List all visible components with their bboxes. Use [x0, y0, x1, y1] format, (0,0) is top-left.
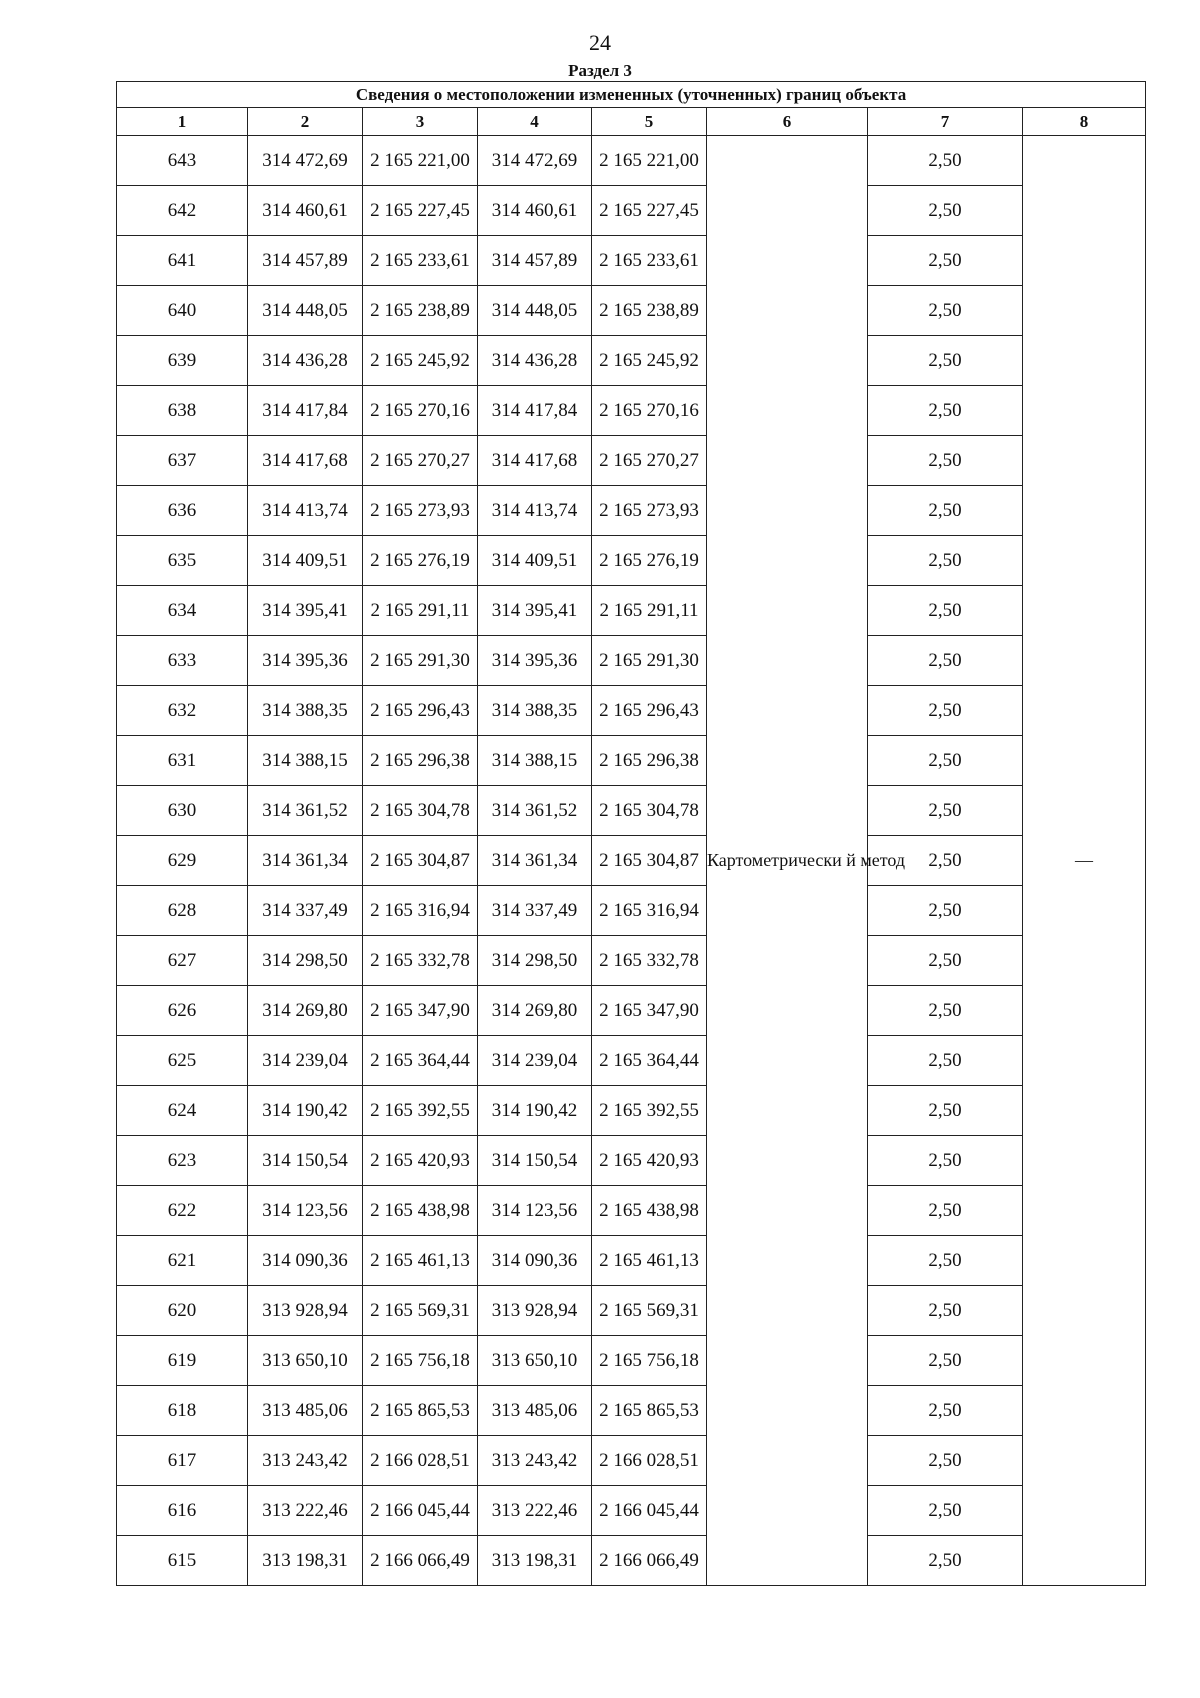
cell-accuracy: 2,50: [868, 1536, 1023, 1586]
cell-x-new: 314 361,34: [478, 836, 592, 886]
cell-point: 625: [117, 1036, 248, 1086]
column-number: 1: [117, 108, 248, 136]
cell-y-old: 2 165 233,61: [363, 236, 478, 286]
cell-x-new: 313 198,31: [478, 1536, 592, 1586]
table-caption: Сведения о местоположении измененных (уточненных) границ объекта: [117, 82, 1146, 108]
cell-x-new: 314 150,54: [478, 1136, 592, 1186]
cell-y-old: 2 165 461,13: [363, 1236, 478, 1286]
cell-x-new: 314 472,69: [478, 136, 592, 186]
cell-accuracy: 2,50: [868, 486, 1023, 536]
table-row: [117, 686, 1146, 736]
cell-y-new: 2 166 028,51: [592, 1436, 707, 1486]
cell-point: 639: [117, 336, 248, 386]
cell-accuracy: 2,50: [868, 1386, 1023, 1436]
table-row: [117, 736, 1146, 786]
cell-x-old: 314 448,05: [248, 286, 363, 336]
cell-y-old: 2 165 296,43: [363, 686, 478, 736]
cell-y-new: 2 165 364,44: [592, 1036, 707, 1086]
cell-y-old: 2 165 438,98: [363, 1186, 478, 1236]
cell-accuracy: 2,50: [868, 636, 1023, 686]
cell-point: 635: [117, 536, 248, 586]
table-row: [117, 336, 1146, 386]
cell-accuracy: 2,50: [868, 986, 1023, 1036]
cell-y-old: 2 165 304,78: [363, 786, 478, 836]
cell-y-old: 2 165 756,18: [363, 1336, 478, 1386]
cell-y-old: 2 165 316,94: [363, 886, 478, 936]
section-title: Раздел 3: [568, 61, 632, 80]
cell-accuracy: 2,50: [868, 786, 1023, 836]
cell-x-old: 314 123,56: [248, 1186, 363, 1236]
column-number: 7: [868, 108, 1023, 136]
cell-point: 637: [117, 436, 248, 486]
cell-y-old: 2 165 364,44: [363, 1036, 478, 1086]
cell-x-new: 314 417,84: [478, 386, 592, 436]
cell-point: 623: [117, 1136, 248, 1186]
cell-x-new: 314 123,56: [478, 1186, 592, 1236]
table-row: [117, 486, 1146, 536]
cell-x-new: 314 460,61: [478, 186, 592, 236]
cell-point: 631: [117, 736, 248, 786]
method-cell: Картометрически й метод: [707, 136, 868, 1586]
cell-point: 634: [117, 586, 248, 636]
table-row: [117, 1186, 1146, 1236]
cell-x-new: 314 457,89: [478, 236, 592, 286]
table-row: [117, 1286, 1146, 1336]
table-row: [117, 536, 1146, 586]
cell-x-new: 313 222,46: [478, 1486, 592, 1536]
cell-point: 629: [117, 836, 248, 886]
cell-y-old: 2 165 291,11: [363, 586, 478, 636]
cell-point: 633: [117, 636, 248, 686]
cell-y-old: 2 165 332,78: [363, 936, 478, 986]
cell-y-old: 2 165 270,16: [363, 386, 478, 436]
cell-x-new: 314 090,36: [478, 1236, 592, 1286]
cell-y-new: 2 165 756,18: [592, 1336, 707, 1386]
cell-x-old: 314 460,61: [248, 186, 363, 236]
cell-accuracy: 2,50: [868, 1336, 1023, 1386]
cell-y-old: 2 165 392,55: [363, 1086, 478, 1136]
cell-x-new: 314 388,15: [478, 736, 592, 786]
cell-y-new: 2 166 066,49: [592, 1536, 707, 1586]
cell-x-old: 313 243,42: [248, 1436, 363, 1486]
cell-x-old: 313 650,10: [248, 1336, 363, 1386]
cell-accuracy: 2,50: [868, 286, 1023, 336]
cell-x-old: 313 198,31: [248, 1536, 363, 1586]
cell-point: 636: [117, 486, 248, 536]
cell-x-old: 314 436,28: [248, 336, 363, 386]
cell-x-new: 314 395,36: [478, 636, 592, 686]
cell-accuracy: 2,50: [868, 186, 1023, 236]
column-number: 5: [592, 108, 707, 136]
cell-x-old: 313 222,46: [248, 1486, 363, 1536]
cell-y-old: 2 165 569,31: [363, 1286, 478, 1336]
cell-x-old: 314 337,49: [248, 886, 363, 936]
cell-x-old: 314 395,36: [248, 636, 363, 686]
cell-x-new: 314 239,04: [478, 1036, 592, 1086]
cell-x-old: 314 090,36: [248, 1236, 363, 1286]
cell-x-new: 314 436,28: [478, 336, 592, 386]
cell-point: 618: [117, 1386, 248, 1436]
cell-y-new: 2 165 461,13: [592, 1236, 707, 1286]
cell-x-new: 314 413,74: [478, 486, 592, 536]
cell-y-new: 2 165 291,11: [592, 586, 707, 636]
cell-y-old: 2 165 273,93: [363, 486, 478, 536]
cell-point: 624: [117, 1086, 248, 1136]
cell-x-old: 313 928,94: [248, 1286, 363, 1336]
cell-x-old: 314 457,89: [248, 236, 363, 286]
table-row: [117, 186, 1146, 236]
table-row: [117, 1086, 1146, 1136]
cell-x-new: 314 269,80: [478, 986, 592, 1036]
cell-accuracy: 2,50: [868, 936, 1023, 986]
cell-x-new: 313 650,10: [478, 1336, 592, 1386]
table-row: [117, 386, 1146, 436]
cell-point: 626: [117, 986, 248, 1036]
cell-point: 642: [117, 186, 248, 236]
cell-x-old: 313 485,06: [248, 1386, 363, 1436]
cell-y-old: 2 166 066,49: [363, 1536, 478, 1586]
cell-point: 622: [117, 1186, 248, 1236]
cell-y-new: 2 165 569,31: [592, 1286, 707, 1336]
cell-x-old: 314 472,69: [248, 136, 363, 186]
cell-y-old: 2 165 865,53: [363, 1386, 478, 1436]
cell-x-old: 314 150,54: [248, 1136, 363, 1186]
column-number: 6: [707, 108, 868, 136]
cell-point: 638: [117, 386, 248, 436]
cell-x-old: 314 190,42: [248, 1086, 363, 1136]
cell-y-new: 2 165 273,93: [592, 486, 707, 536]
cell-y-new: 2 165 420,93: [592, 1136, 707, 1186]
cell-accuracy: 2,50: [868, 586, 1023, 636]
table-row: [117, 136, 1146, 186]
cell-x-new: 313 243,42: [478, 1436, 592, 1486]
cell-accuracy: 2,50: [868, 836, 1023, 886]
cell-y-old: 2 165 296,38: [363, 736, 478, 786]
cell-x-new: 314 417,68: [478, 436, 592, 486]
boundary-coordinates-table: [116, 81, 1146, 1586]
cell-x-old: 314 239,04: [248, 1036, 363, 1086]
cell-accuracy: 2,50: [868, 736, 1023, 786]
cell-point: 620: [117, 1286, 248, 1336]
cell-y-new: 2 165 304,87: [592, 836, 707, 886]
cell-x-old: 314 269,80: [248, 986, 363, 1036]
cell-accuracy: 2,50: [868, 1186, 1023, 1236]
cell-y-old: 2 166 045,44: [363, 1486, 478, 1536]
cell-y-new: 2 165 332,78: [592, 936, 707, 986]
cell-x-old: 314 388,15: [248, 736, 363, 786]
cell-y-new: 2 165 347,90: [592, 986, 707, 1036]
table-row: [117, 586, 1146, 636]
column-number: 8: [1023, 108, 1146, 136]
cell-y-old: 2 165 270,27: [363, 436, 478, 486]
table-row: [117, 936, 1146, 986]
cell-x-old: 314 395,41: [248, 586, 363, 636]
table-row: [117, 786, 1146, 836]
cell-point: 621: [117, 1236, 248, 1286]
cell-point: 615: [117, 1536, 248, 1586]
cell-y-old: 2 166 028,51: [363, 1436, 478, 1486]
cell-x-new: 314 190,42: [478, 1086, 592, 1136]
table-row: [117, 636, 1146, 686]
cell-y-old: 2 165 304,87: [363, 836, 478, 886]
cell-y-new: 2 165 245,92: [592, 336, 707, 386]
cell-y-old: 2 165 347,90: [363, 986, 478, 1036]
cell-x-new: 314 395,41: [478, 586, 592, 636]
cell-x-new: 314 448,05: [478, 286, 592, 336]
cell-accuracy: 2,50: [868, 136, 1023, 186]
cell-accuracy: 2,50: [868, 536, 1023, 586]
cell-y-new: 2 165 227,45: [592, 186, 707, 236]
cell-accuracy: 2,50: [868, 886, 1023, 936]
cell-accuracy: 2,50: [868, 386, 1023, 436]
cell-x-old: 314 361,52: [248, 786, 363, 836]
table-body: [117, 136, 1146, 1586]
cell-accuracy: 2,50: [868, 1036, 1023, 1086]
cell-y-old: 2 165 420,93: [363, 1136, 478, 1186]
table-row: [117, 1236, 1146, 1286]
table-row: [117, 1386, 1146, 1436]
table-row: [117, 986, 1146, 1036]
cell-point: 617: [117, 1436, 248, 1486]
cell-y-old: 2 165 291,30: [363, 636, 478, 686]
cell-accuracy: 2,50: [868, 336, 1023, 386]
table-row: [117, 236, 1146, 286]
cell-x-old: 314 417,68: [248, 436, 363, 486]
cell-x-new: 313 928,94: [478, 1286, 592, 1336]
cell-y-new: 2 165 438,98: [592, 1186, 707, 1236]
cell-y-new: 2 165 865,53: [592, 1386, 707, 1436]
cell-x-new: 314 409,51: [478, 536, 592, 586]
cell-x-new: 314 337,49: [478, 886, 592, 936]
cell-y-new: 2 165 221,00: [592, 136, 707, 186]
cell-accuracy: 2,50: [868, 1136, 1023, 1186]
table-row: [117, 436, 1146, 486]
cell-point: 643: [117, 136, 248, 186]
cell-x-old: 314 409,51: [248, 536, 363, 586]
cell-y-new: 2 165 291,30: [592, 636, 707, 686]
cell-accuracy: 2,50: [868, 1436, 1023, 1486]
cell-point: 640: [117, 286, 248, 336]
cell-y-old: 2 165 276,19: [363, 536, 478, 586]
cell-y-new: 2 165 238,89: [592, 286, 707, 336]
table-row: [117, 1136, 1146, 1186]
cell-point: 619: [117, 1336, 248, 1386]
table-row: [117, 1036, 1146, 1086]
cell-accuracy: 2,50: [868, 236, 1023, 286]
cell-y-new: 2 165 233,61: [592, 236, 707, 286]
cell-point: 630: [117, 786, 248, 836]
cell-y-new: 2 165 392,55: [592, 1086, 707, 1136]
cell-x-old: 314 298,50: [248, 936, 363, 986]
cell-y-old: 2 165 238,89: [363, 286, 478, 336]
cell-y-new: 2 165 316,94: [592, 886, 707, 936]
page-number: 24: [589, 30, 611, 55]
cell-point: 628: [117, 886, 248, 936]
table-row: [117, 836, 1146, 886]
cell-x-old: 314 388,35: [248, 686, 363, 736]
cell-accuracy: 2,50: [868, 1486, 1023, 1536]
cell-y-new: 2 165 304,78: [592, 786, 707, 836]
table-row: [117, 1436, 1146, 1486]
cell-accuracy: 2,50: [868, 1236, 1023, 1286]
column-number-row: [117, 108, 1146, 136]
cell-x-new: 314 388,35: [478, 686, 592, 736]
cell-y-new: 2 165 296,38: [592, 736, 707, 786]
cell-y-new: 2 165 276,19: [592, 536, 707, 586]
table-row: [117, 286, 1146, 336]
cell-accuracy: 2,50: [868, 1086, 1023, 1136]
cell-point: 641: [117, 236, 248, 286]
cell-y-new: 2 165 270,16: [592, 386, 707, 436]
cell-x-new: 313 485,06: [478, 1386, 592, 1436]
cell-accuracy: 2,50: [868, 436, 1023, 486]
column-number: 3: [363, 108, 478, 136]
cell-point: 632: [117, 686, 248, 736]
cell-y-new: 2 165 270,27: [592, 436, 707, 486]
cell-x-old: 314 361,34: [248, 836, 363, 886]
cell-x-new: 314 298,50: [478, 936, 592, 986]
column-number: 2: [248, 108, 363, 136]
cell-accuracy: 2,50: [868, 1286, 1023, 1336]
cell-point: 616: [117, 1486, 248, 1536]
cell-accuracy: 2,50: [868, 686, 1023, 736]
cell-x-new: 314 361,52: [478, 786, 592, 836]
table-row: [117, 1536, 1146, 1586]
cell-y-old: 2 165 221,00: [363, 136, 478, 186]
cell-x-old: 314 413,74: [248, 486, 363, 536]
cell-point: 627: [117, 936, 248, 986]
table-row: [117, 886, 1146, 936]
col8-cell: —: [1023, 136, 1146, 1586]
cell-y-new: 2 166 045,44: [592, 1486, 707, 1536]
cell-x-old: 314 417,84: [248, 386, 363, 436]
table-row: [117, 1486, 1146, 1536]
column-number: 4: [478, 108, 592, 136]
cell-y-new: 2 165 296,43: [592, 686, 707, 736]
cell-y-old: 2 165 245,92: [363, 336, 478, 386]
table-row: [117, 1336, 1146, 1386]
cell-y-old: 2 165 227,45: [363, 186, 478, 236]
